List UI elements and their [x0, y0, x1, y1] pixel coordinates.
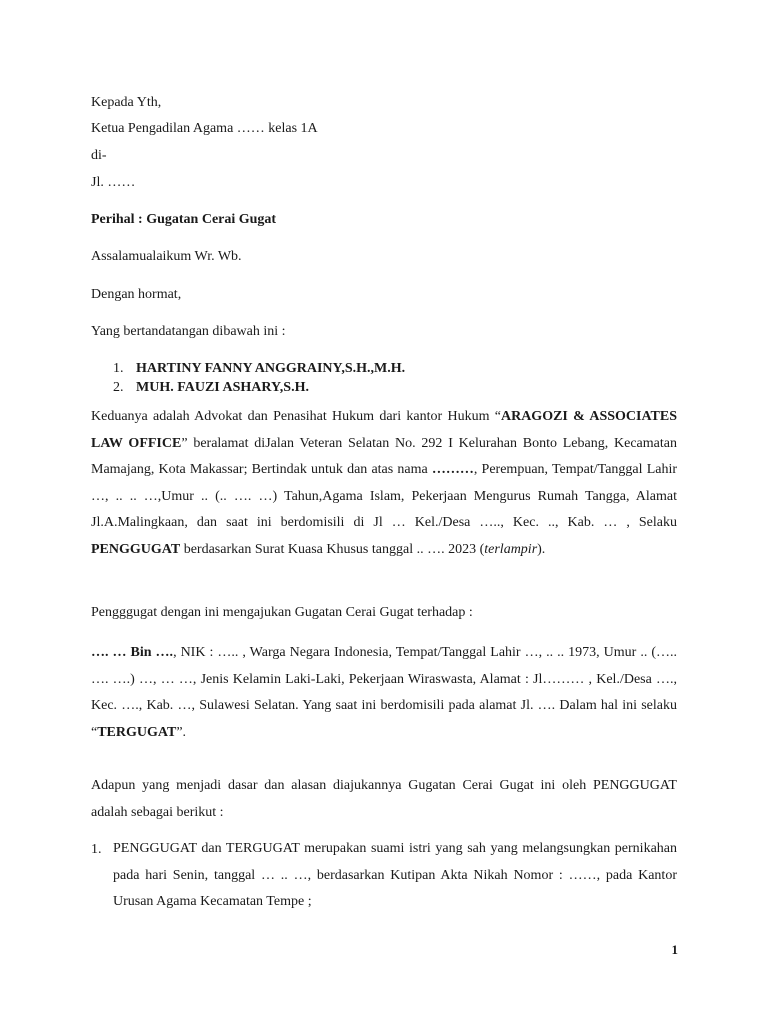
- address-line-2: Ketua Pengadilan Agama …… kelas 1A: [91, 121, 318, 136]
- para1-text-2: ” beralamat diJalan Veteran Selatan No. 292 I Kelurahan Bonto Lebang, Kecamatan Mamajang, Kota Makassar; Bertindak untuk dan atas nama: [91, 435, 677, 477]
- advocate-2-name: MUH. FAUZI ASHARY,S.H.: [136, 380, 309, 395]
- address-line-3: di-: [91, 148, 107, 163]
- document-page: [91, 0, 677, 1024]
- defendant-name: …. … Bin ….: [91, 645, 174, 660]
- advocate-1-name: HARTINY FANNY ANGGRAINY,S.H.,M.H.: [136, 361, 406, 376]
- greeting: Assalamualaikum Wr. Wb.: [91, 249, 242, 264]
- para3-text-2: ”.: [176, 724, 187, 740]
- grounds-intro: [91, 773, 677, 826]
- intro-line: Yang bertandatangan dibawah ini :: [91, 324, 286, 339]
- advocate-2-number: 2.: [113, 380, 124, 395]
- advocate-1-number: 1.: [113, 361, 124, 376]
- point-1-text: PENGGUGAT dan TERGUGAT merupakan suami istri yang sah yang melangsungkan pernikahan pada hari Senin, tanggal … .. …, berdasarkan Kutipan Akta Nikah Nomor : ……, pada Kantor Urusan Agama Kecamatan Tempe ;: [113, 841, 677, 909]
- subject-line: Perihal : Gugatan Cerai Gugat: [91, 212, 277, 227]
- law-firm-name: ARAGOZI & ASSOCIATES LAW OFFICE: [91, 409, 678, 451]
- address-line-4: Jl. ……: [91, 175, 136, 190]
- para1-text-3: , Perempuan, Tempat/Tanggal Lahir …, .. .. …,Umur .. (.. …. …) Tahun,Agama Islam, Pekerjaan Mengurus Rumah Tangga, Alamat Jl.A.Malingkaan, dan saat ini berdomisili di Jl … Kel./Desa ….., Kec. .., Kab. … , Selaku: [91, 462, 678, 530]
- para1-text-1: Keduanya adalah Advokat dan Penasihat Hukum dari kantor Hukum “: [91, 409, 501, 424]
- para3-text-1: , NIK : ….. , Warga Negara Indonesia, Tempat/Tanggal Lahir …, .. .. 1973, Umur .. (….. …. ….) …, … …, Jenis Kelamin Laki-Laki, Pekerjaan Wiraswasta, Alamat : Jl……… , Kel./Desa …., Kec. …., Kab. …, Sulawesi Selatan. Yang saat ini berdomisili pada alamat Jl. …. Dalam hal ini selaku “: [91, 645, 678, 740]
- defendant-role: TERGUGAT: [97, 724, 177, 740]
- point-1-number: 1.: [91, 842, 102, 857]
- plaintiff-role: PENGGUGAT: [91, 541, 181, 557]
- para1-text-5: ).: [537, 541, 546, 557]
- attached-note: terlampir: [484, 541, 538, 557]
- page-number: 1: [671, 942, 678, 957]
- advocate-paragraph: [91, 404, 677, 563]
- salutation: Dengan hormat,: [91, 287, 182, 302]
- grounds-intro-text: Adapun yang menjadi dasar dan alasan diajukannya Gugatan Cerai Gugat ini oleh PENGGUGAT adalah sebagai berikut :: [91, 778, 677, 820]
- point-1: [113, 836, 677, 916]
- address-line-1: Kepada Yth,: [91, 95, 162, 110]
- defendant-intro: Pengggugat dengan ini mengajukan Gugatan Cerai Gugat terhadap :: [91, 605, 473, 620]
- defendant-paragraph: [91, 640, 677, 746]
- para1-text-4: berdasarkan Surat Kuasa Khusus tanggal .. …. 2023 (: [180, 541, 485, 557]
- client-name: ………: [431, 462, 474, 477]
